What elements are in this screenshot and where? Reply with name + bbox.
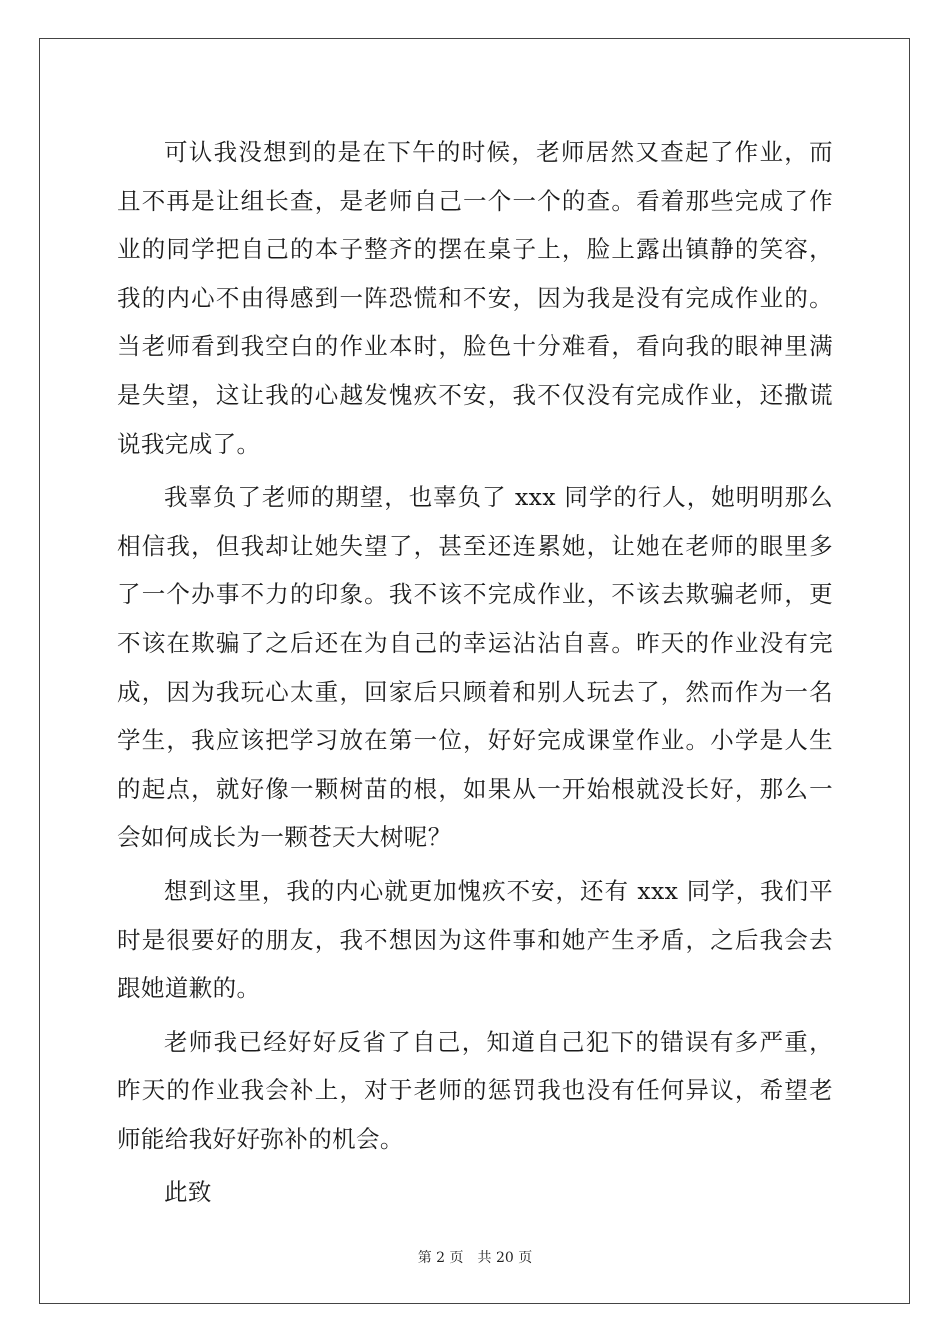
page-total: 共 20 页 bbox=[477, 1250, 533, 1266]
page-number: 第 2 页 bbox=[417, 1250, 464, 1266]
paragraph-4: 老师我已经好好反省了自己，知道自己犯下的错误有多严重，昨天的作业我会补上，对于老师的惩罚我也没有任何异议，希望老师能给我好好弥补的机会。 bbox=[117, 1027, 833, 1153]
page-footer bbox=[0, 1247, 950, 1267]
paragraph-2: 我辜负了老师的期望，也辜负了 xxx 同学的行人，她明明那么相信我，但我却让她失望了，甚至还连累她，让她在老师的眼里多了一个办事不力的印象。我不该不完成作业，不该去欺骗老师，更不该在欺骗了之后还在为自己的幸运沾沾自喜。昨天的作业没有完成，因为我玩心太重，回家后只顾着和别人玩去了，然而作为一名学生，我应该把学习放在第一位，好好完成课堂作业。小学是人生的起点，就好像一颗树苗的根，如果从一开始根就没长好，那么一会如何成长为一颗苍天大树呢？ bbox=[117, 483, 833, 852]
paragraph-closing: 此致 bbox=[164, 1178, 212, 1207]
document-body bbox=[117, 128, 833, 1222]
paragraph-1: 可认我没想到的是在下午的时候，老师居然又查起了作业，而且不再是让组长查，是老师自己一个一个的查。看着那些完成了作业的同学把自己的本子整齐的摆在桌子上，脸上露出镇静的笑容，我的内心不由得感到一阵恐慌和不安，因为我是没有完成作业的。当老师看到我空白的作业本时，脸色十分难看，看向我的眼神里满是失望，这让我的心越发愧疚不安，我不仅没有完成作业，还撒谎说我完成了。 bbox=[117, 138, 833, 458]
paragraph-3: 想到这里，我的内心就更加愧疚不安，还有 xxx 同学，我们平时是很要好的朋友，我不想因为这件事和她产生矛盾，之后我会去跟她道歉的。 bbox=[117, 876, 833, 1003]
